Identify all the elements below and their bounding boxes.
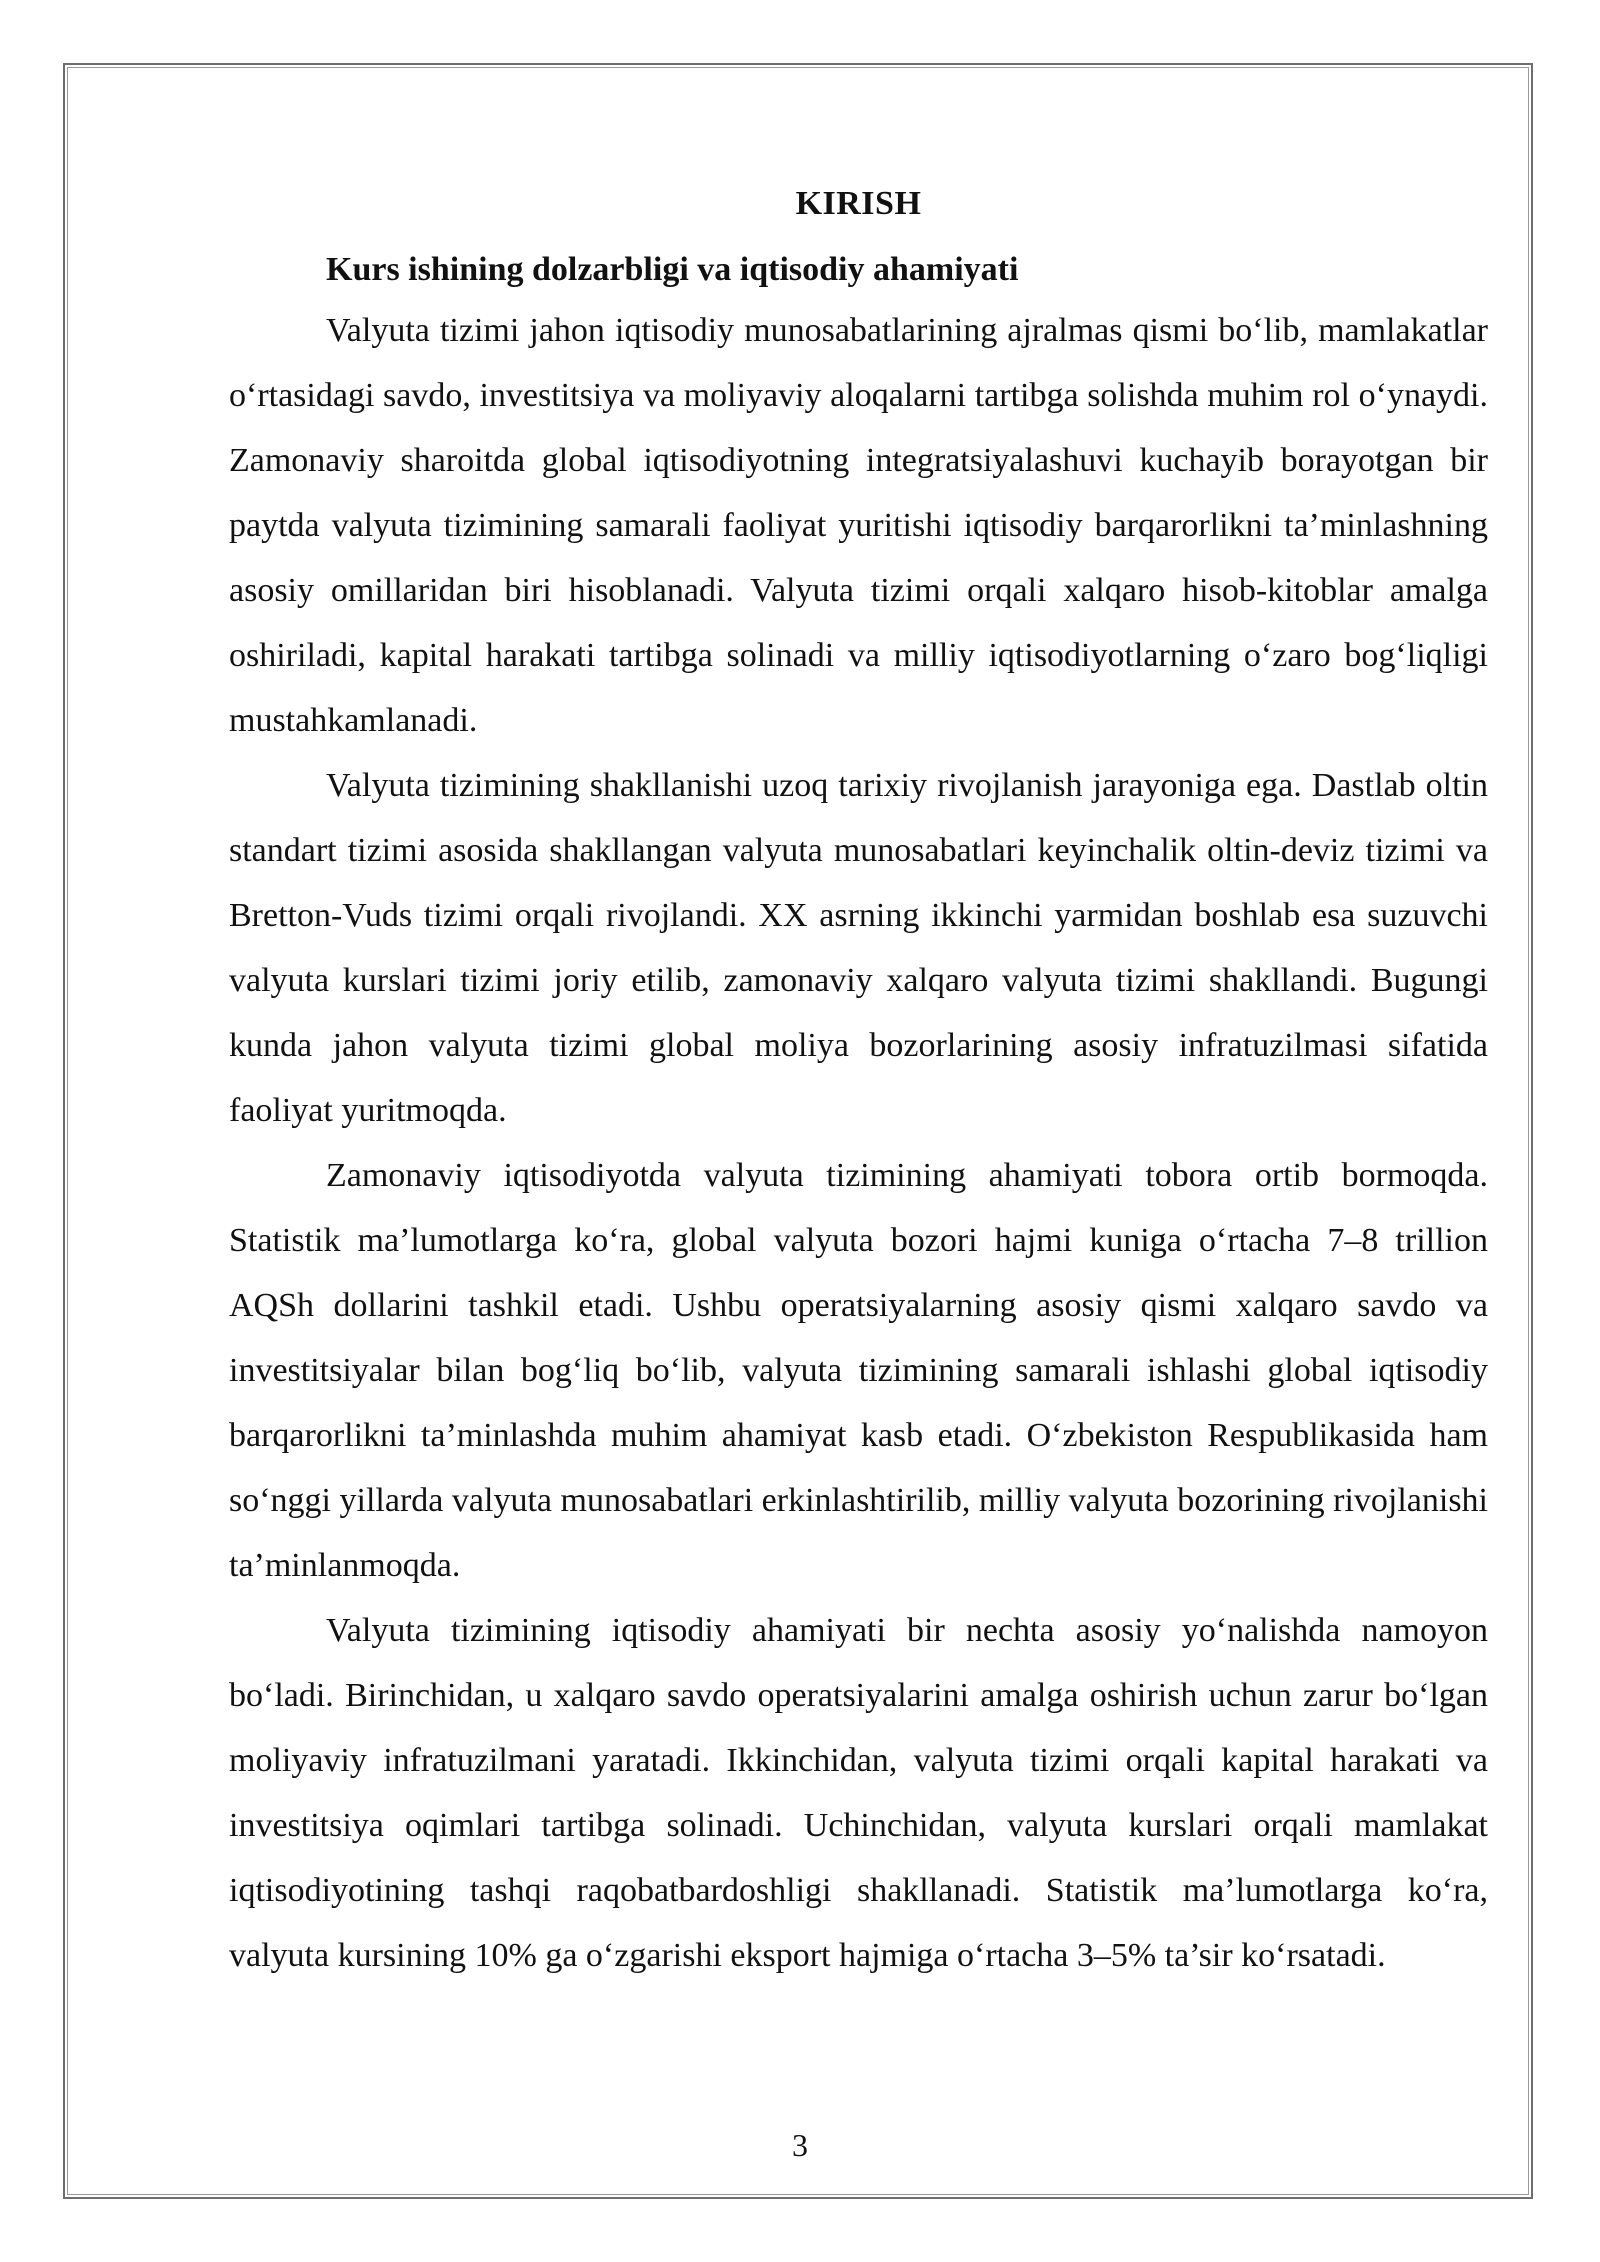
paragraph-3: Zamonaviy iqtisodiyotda valyuta tizimining ahamiyati tobora ortib bormoqda. Statistik ma’lumotlarga ko‘ra, global valyuta bozori hajmi kuniga o‘rtacha 7–8 trillion AQSh dollarini tashkil etadi. Ushbu operatsiyalarning asosiy qismi xalqaro savdo va investitsiyalar bilan bog‘liq bo‘lib, valyuta tizimining samarali ishlashi global iqtisodiy barqarorlikni ta’minlashda muhim ahamiyat kasb etadi. O‘zbekiston Respublikasida ham so‘nggi yillarda valyuta munosabatlari erkinlashtirilib, milliy valyuta bozorining rivojlanishi ta’minlanmoqda. [229, 1157, 1488, 1584]
page-number: 3 [792, 2127, 808, 2163]
paragraph-4: Valyuta tizimining iqtisodiy ahamiyati bir nechta asosiy yo‘nalishda namoyon bo‘ladi. Birinchidan, u xalqaro savdo operatsiyalarini amalga oshirish uchun zarur bo‘lgan moliyaviy infratuzilmani yaratadi. Ikkinchidan, valyuta tizimi orqali kapital harakati va investitsiya oqimlari tartibga solinadi. Uchinchidan, valyuta kurslari orqali mamlakat iqtisodiyotining tashqi raqobatbardoshligi shakllanadi. Statistik ma’lumotlarga ko‘ra, valyuta kursining 10% ga o‘zgarishi eksport hajmiga o‘rtacha 3–5% ta’sir ko‘rsatadi. [229, 1612, 1488, 1974]
paragraph-1: Valyuta tizimi jahon iqtisodiy munosabatlarining ajralmas qismi bo‘lib, mamlakatlar o‘rtasidagi savdo, investitsiya va moliyaviy aloqalarni tartibga solishda muhim rol o‘ynaydi. Zamonaviy sharoitda global iqtisodiyotning integratsiyalashuvi kuchayib borayotgan bir paytda valyuta tizimining samarali faoliyat yuritishi iqtisodiy barqarorlikni ta’minlashning asosiy omillaridan biri hisoblanadi. Valyuta tizimi orqali xalqaro hisob-kitoblar amalga oshiriladi, kapital harakati tartibga solinadi va milliy iqtisodiyotlarning o‘zaro bog‘liqligi mustahkamlanadi. [229, 312, 1488, 739]
document-title: KIRISH [795, 185, 922, 222]
paragraph-2: Valyuta tizimining shakllanishi uzoq tarixiy rivojlanish jarayoniga ega. Dastlab oltin standart tizimi asosida shakllangan valyuta munosabatlari keyinchalik oltin-deviz tizimi va Bretton-Vuds tizimi orqali rivojlandi. XX asrning ikkinchi yarmidan boshlab esa suzuvchi valyuta kurslari tizimi joriy etilib, zamonaviy xalqaro valyuta tizimi shakllandi. Bugungi kunda jahon valyuta tizimi global moliya bozorlarining asosiy infratuzilmasi sifatida faoliyat yuritmoqda. [229, 767, 1488, 1129]
section-subtitle: Kurs ishining dolzarbligi va iqtisodiy ahamiyati [326, 251, 1019, 288]
document-body [229, 176, 1488, 1988]
